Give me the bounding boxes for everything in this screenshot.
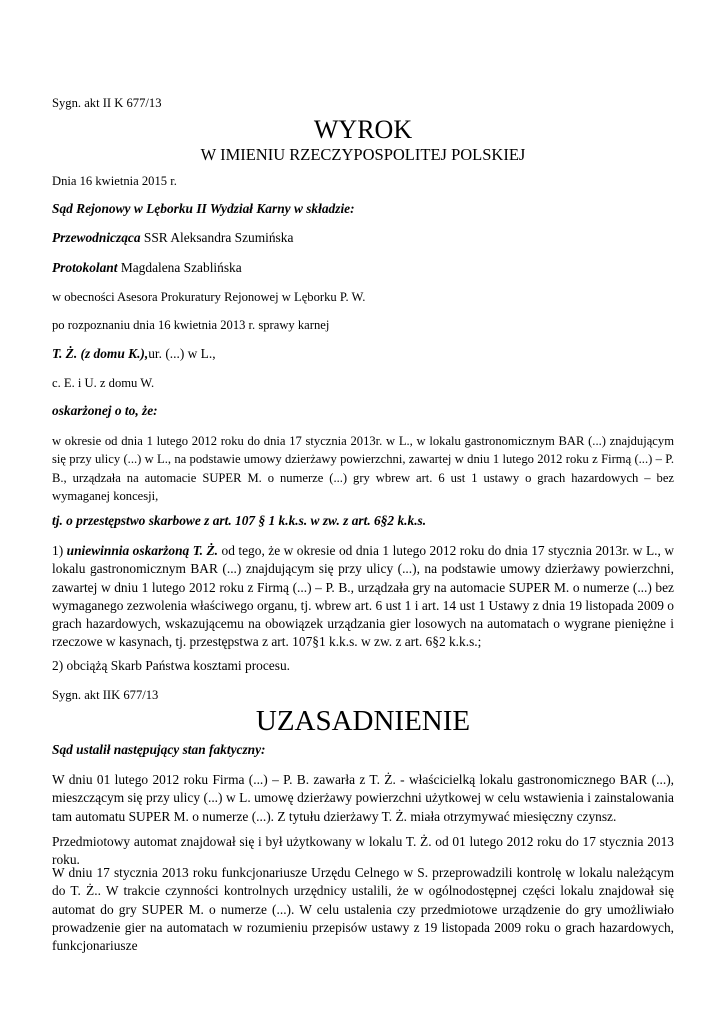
- justification-signature: Sygn. akt IIK 677/13: [52, 688, 159, 702]
- parents-line: c. E. i U. z domu W.: [52, 376, 155, 390]
- verdict-date: Dnia 16 kwietnia 2015 r.: [52, 174, 177, 188]
- case-signature: Sygn. akt II K 677/13: [52, 96, 162, 110]
- document-subtitle: W IMIENIU RZECZYPOSPOLITEJ POLSKIEJ: [200, 145, 526, 164]
- chair-name: SSR Aleksandra Szumińska: [140, 230, 294, 245]
- clerk-line: [52, 259, 674, 277]
- clerk-name: Magdalena Szablińska: [117, 260, 242, 275]
- court-composition: Sąd Rejonowy w Lęborku II Wydział Karny w składzie:: [52, 201, 355, 216]
- chair-label: Przewodnicząca: [52, 230, 141, 245]
- justification-title: UZASADNIENIE: [255, 705, 471, 737]
- charged-label: oskarżonej o to, że:: [52, 403, 158, 418]
- document-title: WYROK: [313, 115, 413, 144]
- justification-paragraph-2: Przedmiotowy automat znajdował się i był użytkowany w lokalu T. Ż. od 01 lutego 2012 roku do 17 stycznia 2013 roku.: [52, 834, 674, 868]
- offense-line: tj. o przestępstwo skarbowe z art. 107 § 1 k.k.s. w zw. z art. 6§2 k.k.s.: [52, 513, 427, 528]
- verdict-item-2: 2) obciążą Skarb Państwa kosztami procesu.: [52, 658, 290, 673]
- defendant-name: T. Ż. (z domu K.),: [52, 346, 149, 361]
- defendant-line: [52, 345, 674, 363]
- charge-text: w okresie od dnia 1 lutego 2012 roku do dnia 17 stycznia 2013r. w L., w lokalu gastronomicznym BAR (...) znajdującym się przy ulicy (...) w L., na podstawie umowy dzierżawy powierzchni, zawartej w dniu 1 lutego 2012 roku z Firmą (...) – P. B., urządzała na automacie SUPER M. o numerze (...) gry wbrew art. 6 ust 1 ustawy o grach hazardowych – bez wymaganej koncesji,: [52, 434, 674, 503]
- clerk-label: Protokolant: [52, 260, 118, 275]
- verdict-item-1-text: od tego, że w okresie od dnia 1 lutego 2012 roku do dnia 17 stycznia 2013r. w L., w lokalu gastronomicznym BAR (...) znajdującym się przy ulicy (...), na podstawie umowy dzierżawy powierzchni, zawartej w dniu 1 lutego 2012 roku z Firmą (...) – P. B., urządzała gry na automacie SUPER M. o numerze (...) bez wymaganego zezwolenia właściwego organu, tj. wbrew art. 6 ust 1 i art. 14 ust 1 Ustawy z dnia 19 listopada 2009 o grach hazardowych, wskazującemu na obowiązek urządzania gier losowych na automatach o wygrane pieniężne i rzeczowe w kasynach, tj. przestępstwa z art. 107§1 k.k.s. w zw. z art. 6§2 k.k.s.;: [52, 543, 674, 650]
- hearing-line: po rozpoznaniu dnia 16 kwietnia 2013 r. sprawy karnej: [52, 318, 330, 332]
- chair-line: [52, 229, 674, 247]
- verdict-item-1: [52, 542, 674, 652]
- facts-heading: Sąd ustalił następujący stan faktyczny:: [52, 742, 266, 757]
- acquittal-phrase: uniewinnia oskarżoną T. Ż.: [66, 543, 219, 558]
- defendant-details: ur. (...) w L.,: [148, 346, 216, 361]
- justification-paragraph-3: W dniu 17 stycznia 2013 roku funkcjonariusze Urzędu Celnego w S. przeprowadzili kontrolę w lokalu należącym do T. Ż.. W trakcie czynności kontrolnych urzędnicy ustalili, że w ogólnodostępnej części lokalu znajdował się automat do gry SUPER M. o numerze (...). W celu ustalenia czy przedmiotowe urządzenie do gry umożliwiało prowadzenie gier na automatach w rozumieniu przepisów ustawy z 19 listopada 2009 roku o grach hazardowych, funkcjonariusze: [52, 865, 674, 954]
- justification-paragraph-1: W dniu 01 lutego 2012 roku Firma (...) – P. B. zawarła z T. Ż. - właścicielką lokalu gastronomicznego BAR (...), mieszczącym się przy ulicy (...) w L. umowę dzierżawy powierzchni użytkowej w celu wstawienia i zainstalowania tam automatu SUPER M. o numerze (...). Z tytułu dzierżawy T. Ż. miała otrzymywać miesięczny czynsz.: [52, 772, 674, 824]
- presence-line: w obecności Asesora Prokuratury Rejonowej w Lęborku P. W.: [52, 290, 366, 304]
- verdict-item-1-number: 1): [52, 543, 67, 558]
